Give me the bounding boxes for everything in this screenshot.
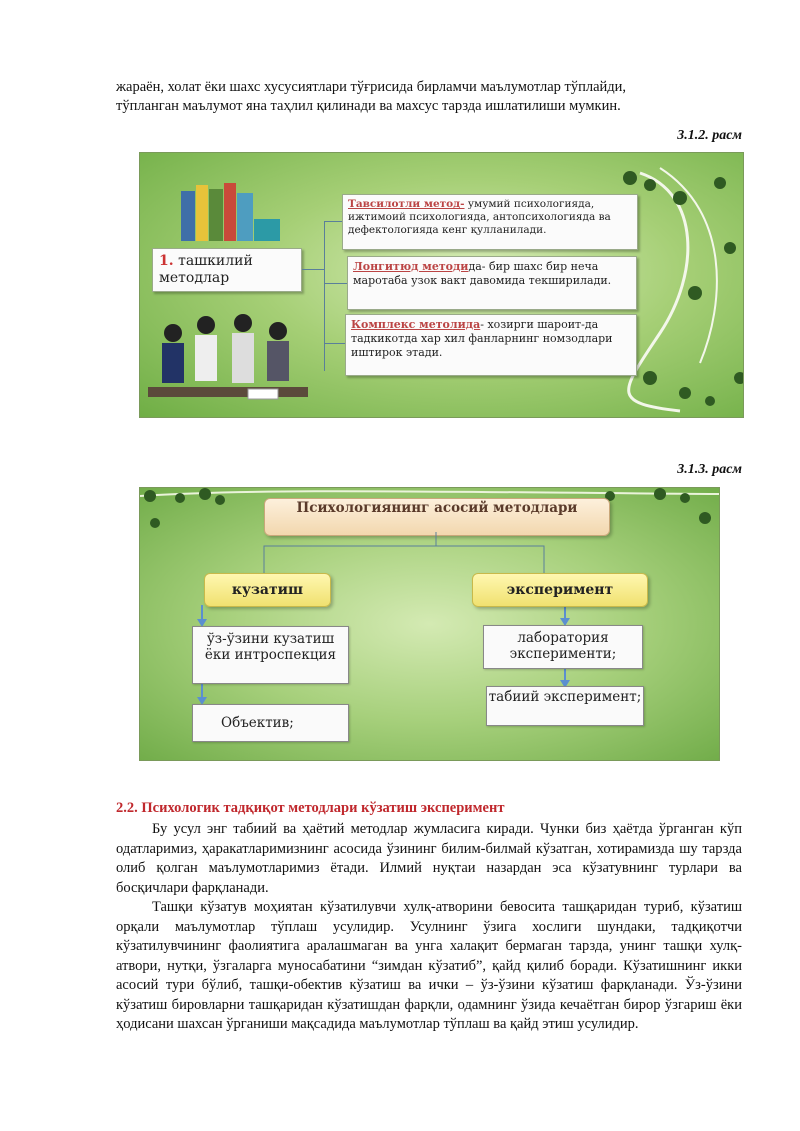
intro-line-1: жараён, холат ёки шахс хусусиятлари тўғрисида бирламчи маълумотлар тўплайди,: [116, 79, 627, 95]
books-icon: [176, 181, 286, 251]
figure2-caption: 3.1.3. расм: [677, 462, 742, 477]
method-3-text: - хозирги шароит-да тадкикотда хар хил фанларнинг номзодлари иштирок этади.: [351, 318, 613, 359]
method-box-3: [345, 314, 637, 376]
figure1-caption: 3.1.2. расм: [677, 128, 742, 143]
method-2-text: да- бир шахс бир неча маротаба узок вакт давомида текширилади.: [353, 260, 612, 287]
organizational-methods-box: [152, 248, 302, 292]
figure1-slide: [139, 152, 744, 418]
method-1-title: Тавсилотли метод-: [348, 198, 465, 210]
intro-line-2: тўпланган маълумот яна таҳлил қилинади ва махсус тарзда ишлатилиши мумкин.: [116, 98, 621, 114]
method-1-text: умумий психологияда, ижтимоий психологияда, антопсихологияда ва дефектологияда кенг қулланилади.: [348, 198, 611, 236]
people-illustration: [148, 311, 308, 403]
objective-box: Объектив;: [192, 704, 349, 742]
diagram-title-box: Психологиянинг асосий методлари: [264, 498, 610, 536]
method-box-2: [347, 256, 637, 310]
connector: [302, 269, 324, 270]
connector: [324, 221, 325, 371]
method-2-title: Лонгитюд методи: [353, 260, 469, 273]
main-label: ташкилий методлар: [159, 253, 253, 286]
connector: [324, 221, 342, 222]
lab-experiment-box: лаборатория эксперименти;: [483, 625, 643, 669]
figure2-slide: [139, 487, 720, 761]
paragraph-2: Ташқи кўзатув моҳиятан кўзатилувчи хулқ-атворини бевосита ташқаридан туриб, кўзатиш орқали маълумотлар тўплаш усулидир. Усулнинг ўзига хослиги шундаки, тадқиқотчи кўзатилувчининг фаолиятига аралашмаган ва унга халақит бермаган тарзда, унинг ташқи хулқ-атвори, нутқи, ўзгаларга муносабатини “зимдан кўзатиб”, қайд қилиб боради. Кўзатишнинг икки асосий тури бўлиб, ташқи-обектив кўзатиш ва ички – ўз-ўзини кўзатиш фарқланади. Ўз-ўзини кўзатиш бировларни ташқаридан кўзатишдан фарқли, одамнинг ўзида кечаётган бирор ўзгариш ёки ҳодисани шахсан ўрганиши мақсадида маълумотлар тўплаш ва қайд этиш усулидир.: [116, 899, 742, 1032]
connector: [324, 343, 346, 344]
introspection-box: ўз-ўзини кузатиш ёки интроспекция: [192, 626, 349, 684]
natural-experiment-box: табиий эксперимент;: [486, 686, 644, 726]
experiment-box: эксперимент: [472, 573, 648, 607]
paragraph-1: Бу усул энг табиий ва ҳаётий методлар жумласига киради. Чунки биз ҳаётда ўрганган кўп одатларимиз, ҳаракатларимизнинг асосида ўзининг билим-билмай кўзатган, хотирамизда шу тарзда олиб қолган маълумотларимиз ётади. Илмий нуқтаи назардан эса кўзатувнинг турлари ва босқичлари фарқланади.: [116, 821, 742, 896]
observation-box: кузатиш: [204, 573, 331, 607]
method-box-1: [342, 194, 638, 250]
main-number: 1.: [159, 253, 174, 269]
method-3-title: Комплекс метолида: [351, 318, 481, 331]
connector: [324, 283, 348, 284]
section-heading: 2.2. Психологик тадқиқот методлари кўзатиш эксперимент: [116, 800, 505, 816]
